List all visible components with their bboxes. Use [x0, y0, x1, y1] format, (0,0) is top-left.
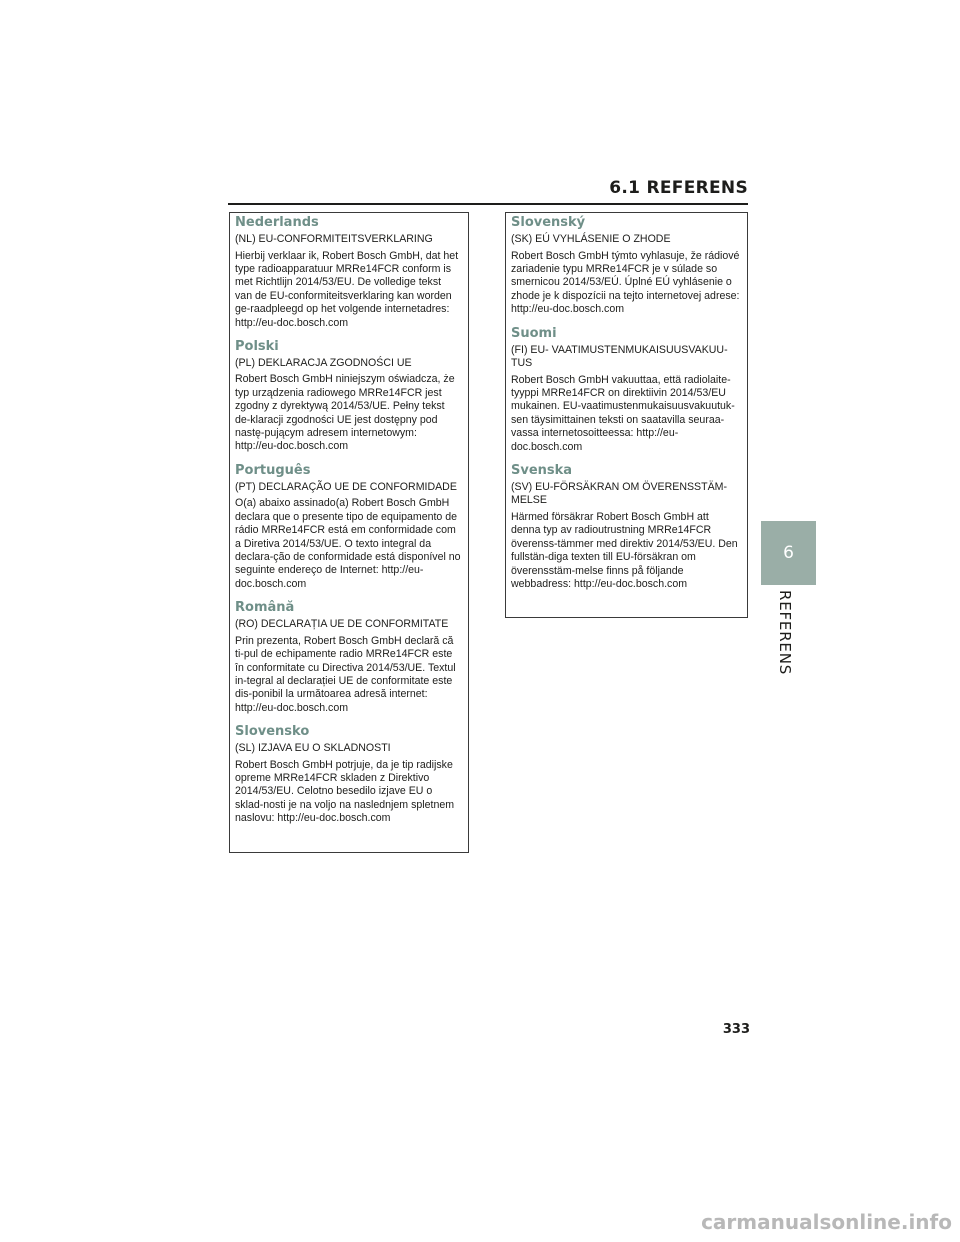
section-body: Robert Bosch GmbH týmto vyhlasuje, že rádiové zariadenie typu MRRe14FCR je v súlade so smernicou 2014/53/EÚ. Úplné EÚ vyhlásenie o zhode je k dispozícii na tejto internetovej adrese: http://eu-doc.bosch.com	[511, 249, 740, 316]
section-subheading: (RO) DECLARAȚIA UE DE CONFORMITATE	[235, 618, 449, 631]
chapter-tab[interactable]: 6	[761, 521, 816, 585]
section-subheading: (PL) DEKLARACJA ZGODNOŚCI UE	[235, 356, 412, 369]
header-rule	[228, 203, 748, 205]
chapter-tab-label: REFERENS	[776, 590, 794, 676]
section-heading: Slovensko	[235, 724, 310, 740]
page-number: 333	[722, 1022, 750, 1037]
section-heading: Nederlands	[235, 215, 319, 230]
section-body: O(a) abaixo assinado(a) Robert Bosch GmbH declara que o presente tipo de equipamento de rádio MRRe14FCR está em conformidade com a Diretiva 2014/53/UE. O texto integral da declara-ção de conformidade está disponível no seguinte endereço de Internet: http://eu-doc.bosch.com	[235, 497, 461, 590]
section-body: Härmed försäkrar Robert Bosch GmbH att denna typ av radioutrustning MRRe14FCR överenss-tämmer med direktiv 2014/53/EU. Den fullstän-diga texten till EU-försäkran om överensstäm-melse finns på följande webbadress: http://eu-doc.bosch.com	[511, 510, 738, 590]
section-body: Robert Bosch GmbH vakuuttaa, että radiolaite-tyyppi MRRe14FCR on direktiivin 2014/53/EU mukainen. EU-vaatimustenmukaisuusvakuutuk-sen täysimittainen teksti on saatavilla seuraa-vassa internetosoitteessa: http://eu-doc.bosch.com	[511, 373, 735, 453]
section-body: Hierbij verklaar ik, Robert Bosch GmbH, dat het type radioapparatuur MRRe14FCR conform is met Richtlijn 2014/53/EU. De volledige tekst van de EU-conformiteitsverklaring kan worden ge-raadpleegd op het volgende internetadres: http://eu-doc.bosch.com	[235, 249, 459, 329]
watermark: carmanualsonline.info	[701, 1210, 952, 1234]
section-subheading: (PT) DECLARAÇÃO UE DE CONFORMIDADE	[235, 480, 457, 493]
section-heading: Slovenský	[511, 215, 586, 230]
section-body: Prin prezenta, Robert Bosch GmbH declară că ti-pul de echipamente radio MRRe14FCR este în conformitate cu Directiva 2014/53/UE. Textul in-tegral al declarației UE de conformitate este dis-ponibil la următoarea adresă internet: http://eu-doc.bosch.com	[235, 634, 456, 714]
section-body: Robert Bosch GmbH niniejszym oświadcza, że typ urządzenia radiowego MRRe14FCR jest zgodny z dyrektywą 2014/53/UE. Pełny tekst de-klaracji zgodności UE jest dostępny pod nastę-pującym adresem internetowym: http://eu-doc.bosch.com	[235, 373, 455, 453]
section-heading: Svenska	[511, 462, 573, 478]
left-column	[229, 212, 469, 853]
section-subheading: (SK) EÚ VYHLÁSENIE O ZHODE	[511, 233, 671, 245]
section-heading: Suomi	[511, 325, 557, 341]
section-heading: Română	[235, 600, 295, 616]
section-heading: Polski	[235, 338, 279, 354]
right-column	[505, 212, 748, 618]
section-subheading: (SV) EU-FÖRSÄKRAN OM ÖVERENSSTÄM-MELSE	[511, 480, 728, 507]
section-body: Robert Bosch GmbH potrjuje, da je tip radijske opreme MRRe14FCR skladen z Direktivo 2014/53/EU. Celotno besedilo izjave EU o sklad-nosti je na voljo na naslednjem spletnem naslovu: http://eu-doc.bosch.com	[235, 758, 455, 825]
section-subheading: (NL) EU-CONFORMITEITSVERKLARING	[235, 233, 433, 245]
section-subheading: (FI) EU- VAATIMUSTENMUKAISUUSVAKUU-TUS	[511, 343, 728, 370]
section-heading: Português	[235, 462, 311, 478]
section-subheading: (SL) IZJAVA EU O SKLADNOSTI	[235, 742, 391, 755]
page-header-title: 6.1 REFERENS	[609, 178, 748, 198]
